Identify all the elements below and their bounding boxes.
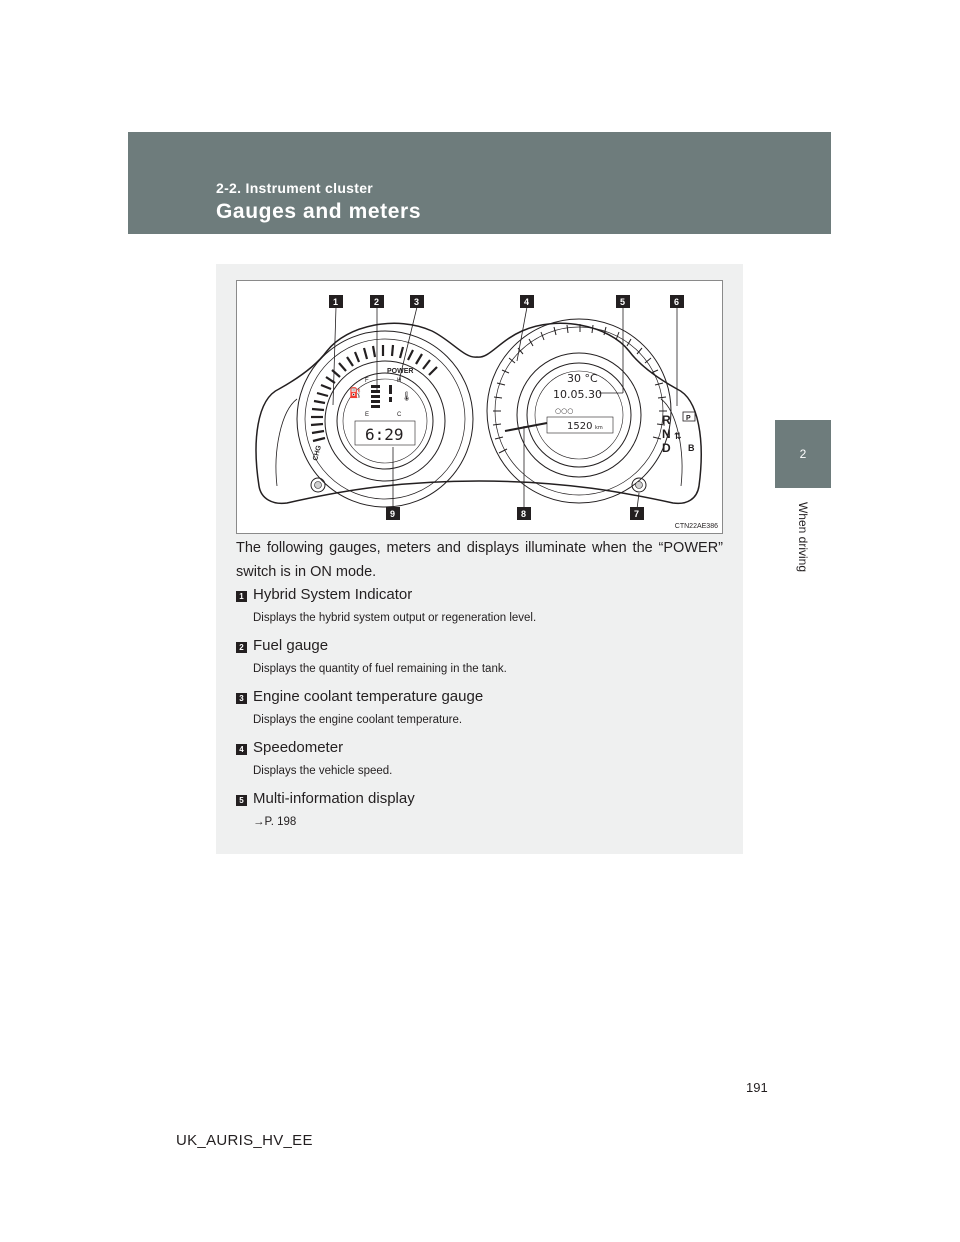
coolant-temp-icon: 🌡 [401, 392, 413, 402]
list-item [236, 739, 723, 790]
svg-text:B: B [688, 443, 695, 453]
list-item [236, 790, 723, 841]
item-number-marker: 3 [236, 693, 247, 704]
svg-text:2: 2 [374, 297, 380, 307]
chapter-label: When driving [796, 501, 810, 573]
page-title: Gauges and meters [216, 200, 422, 223]
odometer-display: 1520 [567, 421, 593, 432]
svg-text:R: R [662, 413, 671, 427]
instrument-cluster-illustration [237, 281, 724, 535]
content-panel [216, 264, 743, 854]
item-number-marker: 1 [236, 591, 247, 602]
svg-text:1: 1 [333, 297, 339, 307]
item-number-marker: 5 [236, 795, 247, 806]
temp-cold-label: C [397, 412, 402, 418]
svg-text:6: 6 [674, 297, 680, 307]
trip-icon: ○○○ [555, 407, 574, 415]
odometer-unit: km [595, 425, 603, 431]
page-reference-link[interactable]: →P. 198 [253, 816, 297, 828]
item-title: Multi-information display [253, 790, 415, 807]
svg-text:4: 4 [524, 297, 530, 307]
svg-text:5: 5 [620, 297, 626, 307]
list-item [236, 637, 723, 688]
fuel-full-label: F [365, 378, 369, 384]
item-description: Displays the hybrid system output or regeneration level. [253, 612, 537, 624]
item-number-marker: 2 [236, 642, 247, 653]
svg-text:P: P [686, 415, 691, 422]
item-title: Fuel gauge [253, 637, 329, 654]
page-number: 191 [746, 1080, 768, 1095]
item-description: Displays the engine coolant temperature. [253, 714, 463, 726]
temp-gauge-bars [389, 385, 392, 402]
intro-paragraph: The following gauges, meters and displays illuminate when the “POWER” switch is in ON mode. [236, 540, 723, 580]
chg-label: CHG [312, 444, 323, 462]
item-title: Engine coolant temperature gauge [253, 688, 484, 705]
date-display: 10.05.30 [553, 388, 602, 401]
document-code: UK_AURIS_HV_EE [176, 1132, 313, 1149]
page-header [128, 132, 831, 234]
item-title: Speedometer [253, 739, 344, 756]
power-label: POWER [387, 368, 414, 375]
svg-text:N: N [662, 427, 671, 441]
gauge-list [236, 586, 723, 841]
instrument-cluster-figure [236, 280, 723, 534]
item-title: Hybrid System Indicator [253, 586, 413, 603]
fuel-empty-label: E [365, 412, 370, 418]
svg-text:9: 9 [390, 509, 396, 519]
outside-temp-display: 30 °C [567, 372, 598, 385]
svg-text:D: D [662, 441, 671, 455]
svg-text:3: 3 [414, 297, 420, 307]
chapter-number: 2 [799, 447, 807, 461]
item-number-marker: 4 [236, 744, 247, 755]
svg-text:8: 8 [521, 509, 527, 519]
figure-code: CTN22AE386 [674, 523, 718, 530]
temp-hot-label: H [397, 378, 402, 384]
fuel-pump-icon: ⛽ [349, 388, 362, 399]
item-description: Displays the vehicle speed. [253, 765, 393, 777]
clock-display: 6:29 [365, 425, 404, 444]
list-item [236, 688, 723, 739]
item-description: Displays the quantity of fuel remaining in the tank. [253, 663, 507, 675]
section-heading: 2-2. Instrument cluster [216, 180, 374, 196]
svg-text:7: 7 [634, 509, 640, 519]
chapter-tab[interactable] [775, 420, 831, 488]
shift-lever-icon: ⇅ [674, 432, 682, 442]
list-item [236, 586, 723, 637]
